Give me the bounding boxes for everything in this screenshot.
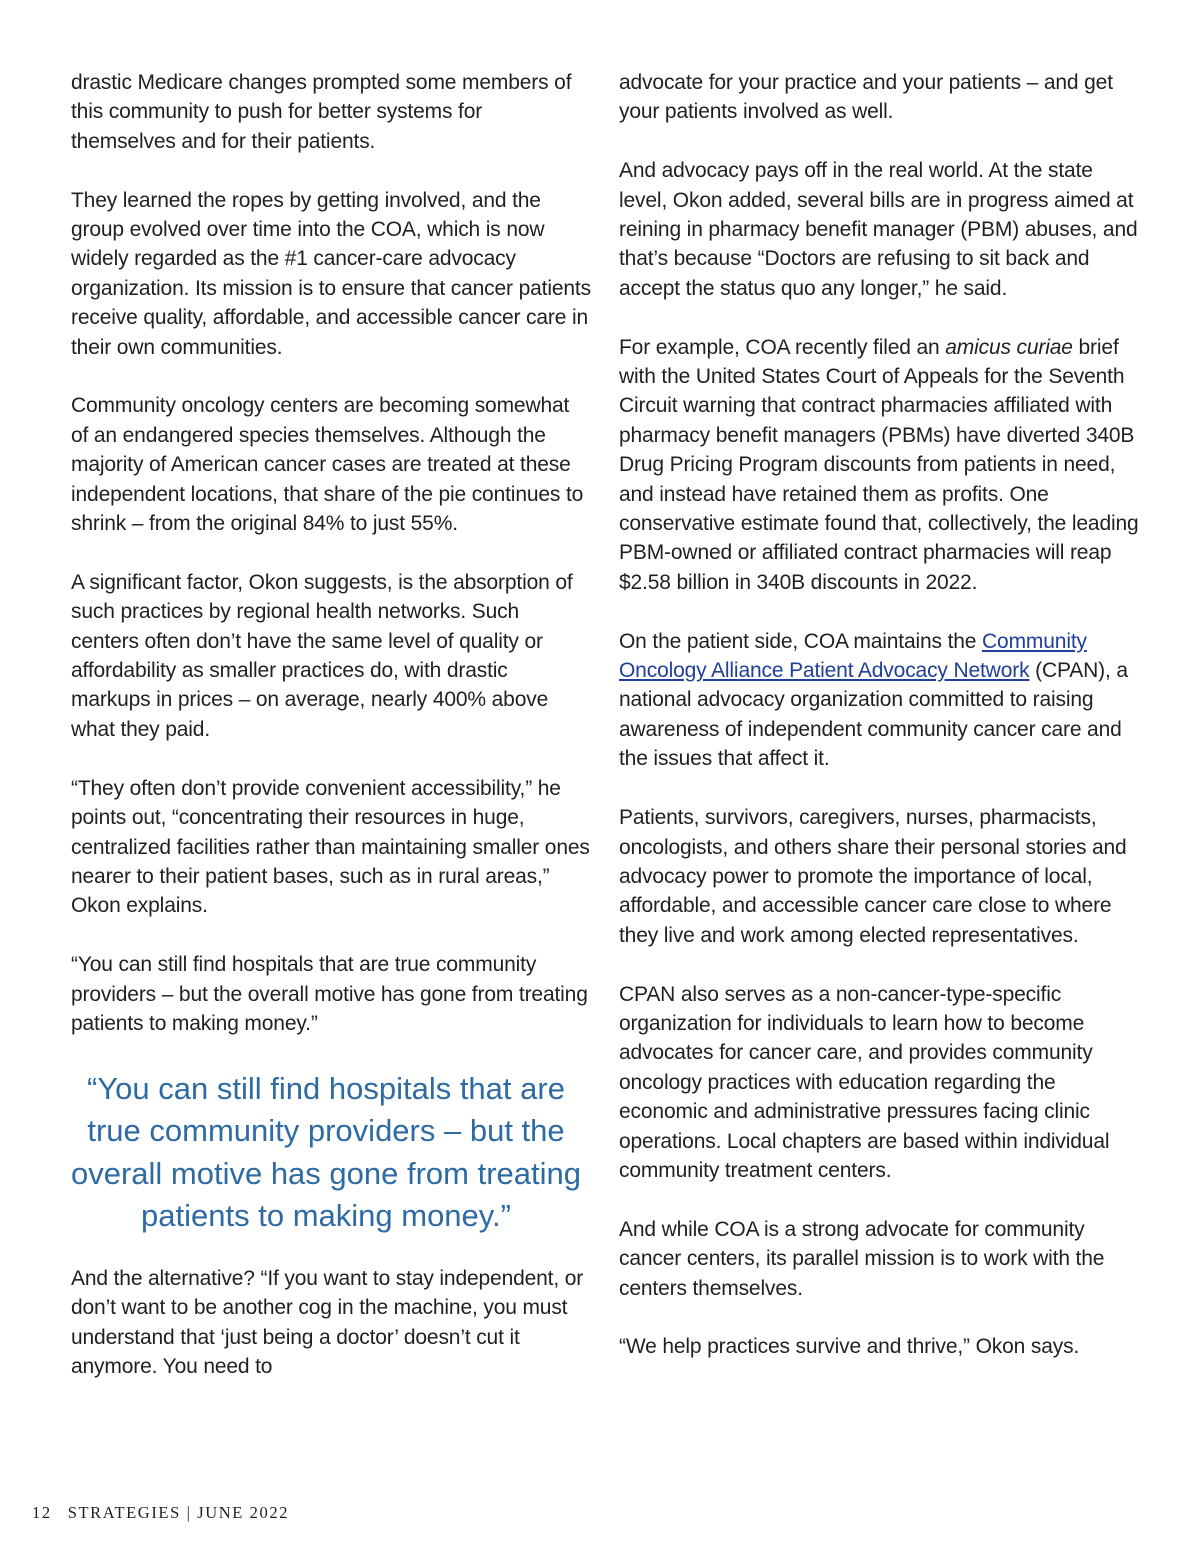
right-paragraph-2: And advocacy pays off in the real world. At the state level, Okon added, several bills are in progress aimed at reining in pharmacy benefit manager (PBM) abuses, and that’s because “Doctors are refusing to sit back and accept the status quo any longer,” he said. (619, 159, 1138, 300)
amicus-curiae-italic: amicus curiae (945, 335, 1073, 359)
right-paragraph-3-end: brief with the United States Court of Appeals for the Seventh Circuit warning that contract pharmacies affiliated with pharmacy benefit managers (PBMs) have diverted 340B Drug Pricing Program discounts from patients in need, and instead have retained them as profits. One conservative estimate found that, collectively, the leading PBM-owned or affiliated contract pharmacies will reap $2.58 billion in 340B discounts in 2022. (619, 335, 1139, 594)
right-paragraph-3-start: For example, COA recently filed an (619, 335, 946, 359)
left-paragraph-2: They learned the ropes by getting involved, and the group evolved over time into the COA, which is now widely regarded as the #1 cancer-care advocacy organization. Its mission is to ensure that cancer patients receive quality, affordable, and accessible cancer care in their own communities. (71, 188, 591, 359)
right-paragraph-4-end: (CPAN), a national advocacy organization committed to raising awareness of independent community cancer care and the issues that affect it. (619, 659, 1128, 771)
right-paragraph-4 (619, 627, 1139, 774)
left-paragraph-6: “You can still find hospitals that are true community providers – but the overall motive has gone from treating patients to making money.” (71, 953, 588, 1035)
right-paragraph-1: advocate for your practice and your patients – and get your patients involved as well. (619, 71, 1113, 124)
right-paragraph-6: CPAN also serves as a non-cancer-type-specific organization for individuals to learn how to become advocates for cancer care, and provides community oncology practices with education regarding the economic and administrative pressures facing clinic operations. Local chapters are based within individual community treatment centers. (619, 982, 1110, 1182)
page-number: 12 (32, 1503, 52, 1522)
left-paragraph-3: Community oncology centers are becoming somewhat of an endangered species themselves. Although the majority of American cancer cases are treated at these independent locations, that share of the pie continues to shrink – from the original 84% to just 55%. (71, 394, 584, 536)
left-paragraph-4: A significant factor, Okon suggests, is the absorption of such practices by regional health networks. Such centers often don’t have the same level of quality or affordability as smaller practices do, with drastic markups in prices – on average, nearly 400% above what they paid. (71, 570, 573, 741)
left-paragraph-7: And the alternative? “If you want to stay independent, or don’t want to be another cog in the machine, you must understand that ‘just being a doctor’ doesn’t cut it anymore. You need to (71, 1266, 584, 1378)
right-paragraph-3 (619, 333, 1139, 598)
cpan-link[interactable]: Community Oncology Alliance Patient Advocacy Network (619, 629, 1087, 683)
right-column (619, 68, 1139, 1391)
pull-quote: “You can still find hospitals that are true community providers – but the overall motive has gone from treating patients to making money.” (70, 1070, 582, 1234)
publication-info: STRATEGIES | JUNE 2022 (67, 1503, 290, 1522)
page-footer (32, 1503, 305, 1523)
right-paragraph-4-start: On the patient side, COA maintains the (619, 629, 983, 653)
right-paragraph-8: “We help practices survive and thrive,” Okon says. (619, 1335, 1080, 1359)
left-paragraph-5: “They often don’t provide convenient accessibility,” he points out, “concentrating their resources in huge, centralized facilities rather than maintaining smaller ones nearer to their patient bases, such as in rural areas,” Okon explains. (71, 776, 590, 918)
right-paragraph-7: And while COA is a strong advocate for community cancer centers, its parallel mission is to work with the centers themselves. (619, 1217, 1105, 1300)
right-paragraph-5: Patients, survivors, caregivers, nurses, pharmacists, oncologists, and others share their personal stories and advocacy power to promote the importance of local, affordable, and accessible cancer care close to where they live and work among elected representatives. (619, 806, 1127, 947)
left-column (71, 68, 591, 1411)
left-paragraph-1: drastic Medicare changes prompted some members of this community to push for better systems for themselves and for their patients. (71, 71, 572, 153)
